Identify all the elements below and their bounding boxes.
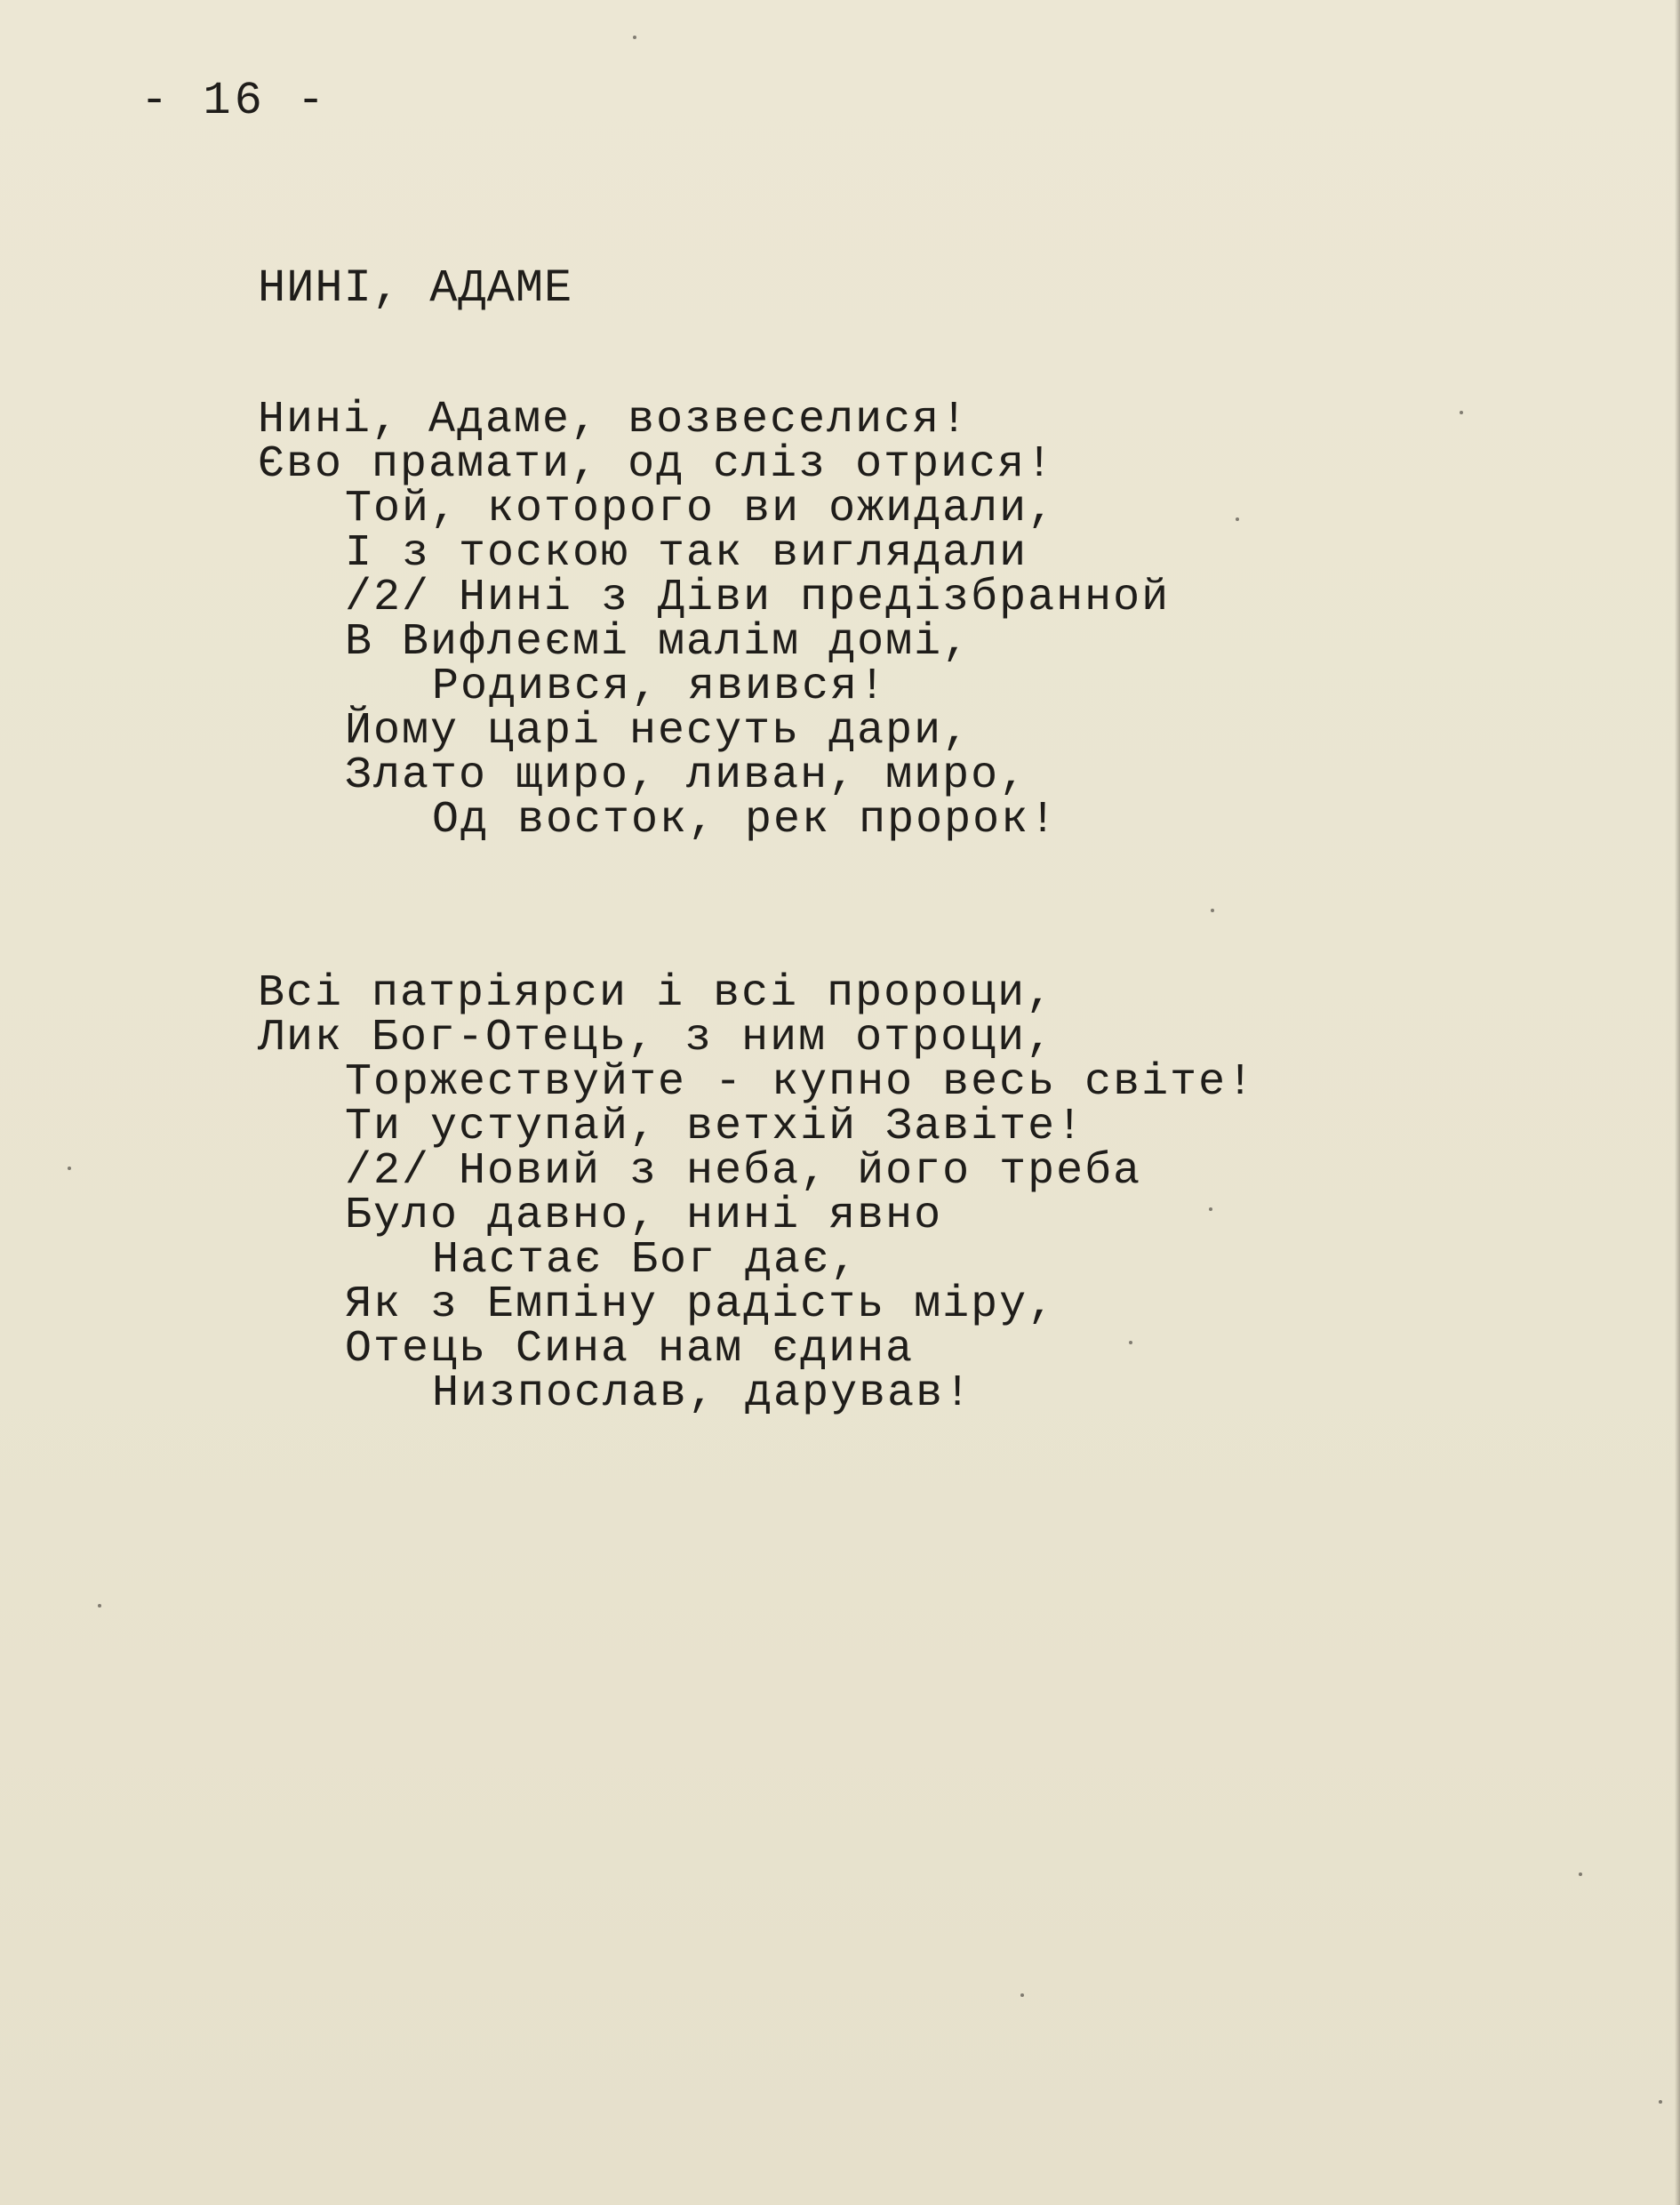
paper-speck xyxy=(633,36,636,39)
paper-speck xyxy=(98,1604,101,1608)
stanza-2-line-3: Торжествуйте - купно весь світе! xyxy=(345,1057,1256,1108)
stanza-2 xyxy=(258,968,1256,1419)
paper-speck xyxy=(1211,909,1214,912)
stanza-1 xyxy=(258,395,1171,846)
stanza-1-line-7: Родився, явився! xyxy=(432,662,888,712)
paper-speck xyxy=(1659,2100,1662,2104)
page-edge-shadow xyxy=(1675,0,1680,2205)
stanza-2-line-4: Ти уступай, ветхій Завіте! xyxy=(345,1102,1085,1152)
stanza-2-line-5: /2/ Новий з неба, його треба xyxy=(345,1146,1142,1197)
paper-speck xyxy=(1236,517,1239,521)
stanza-2-line-10: Низпослав, дарував! xyxy=(432,1368,973,1419)
stanza-1-line-2: Єво прамати, од сліз отрися! xyxy=(258,439,1055,490)
stanza-2-line-2: Лик Бог-Отець, з ним отроци, xyxy=(258,1013,1055,1063)
paper-speck xyxy=(1579,1872,1582,1876)
stanza-2-line-9: Отець Сина нам єдина xyxy=(345,1324,915,1375)
paper-speck xyxy=(1209,1207,1212,1211)
stanza-1-line-4: І з тоскою так виглядали xyxy=(345,528,1028,579)
stanza-2-line-7: Настає Бог дає, xyxy=(432,1235,860,1286)
stanza-1-line-6: В Вифлеємі малім домі, xyxy=(345,617,972,668)
paper-speck xyxy=(1129,1341,1132,1344)
stanza-1-line-10: Од восток, рек пророк! xyxy=(432,795,1059,846)
paper-speck xyxy=(1020,1993,1024,1997)
stanza-1-line-1: Нині, Адаме, возвеселися! xyxy=(258,395,970,445)
page-number: - 16 - xyxy=(140,75,329,127)
stanza-2-line-6: Було давно, нині явно xyxy=(345,1191,943,1241)
stanza-1-line-9: Злато щиро, ливан, миро, xyxy=(345,750,1028,801)
stanza-1-line-3: Той, которого ви ожидали, xyxy=(345,484,1057,534)
stanza-1-line-8: Йому царі несуть дари, xyxy=(345,706,972,757)
stanza-2-line-8: Як з Емпіну радість міру, xyxy=(345,1279,1057,1330)
stanza-1-line-5: /2/ Нині з Діви предізбранной xyxy=(345,573,1171,623)
stanza-2-line-1: Всі патріярси і всі пророци, xyxy=(258,968,1055,1019)
paper-speck xyxy=(1460,411,1463,414)
paper-speck xyxy=(68,1167,71,1170)
poem-title: НИНІ, АДАМЕ xyxy=(258,262,573,315)
